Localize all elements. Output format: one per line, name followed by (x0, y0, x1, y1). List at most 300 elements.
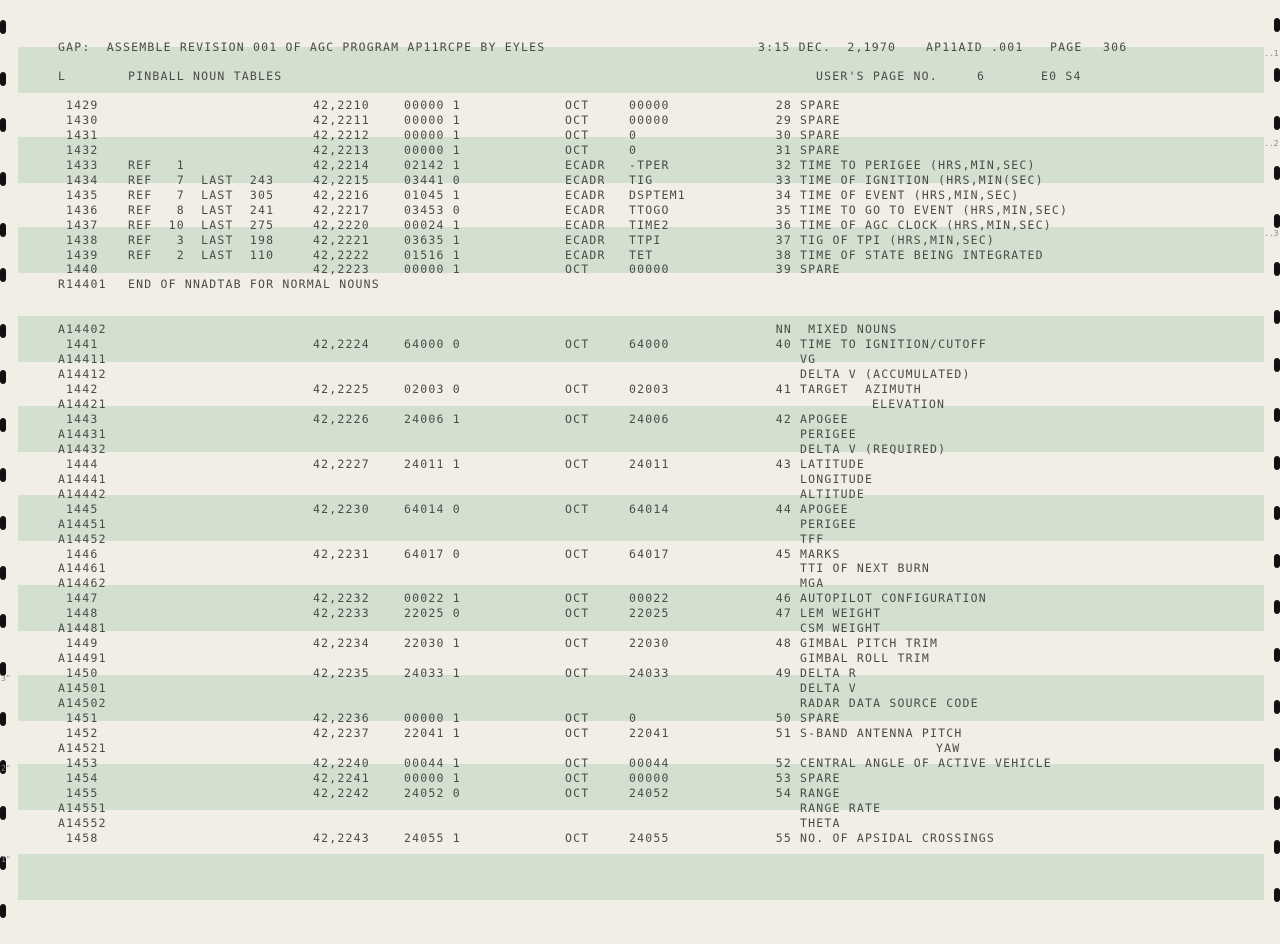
listing-line (0, 442, 1280, 457)
opcode: OCT (565, 142, 590, 157)
card-label: A14502 (58, 696, 107, 710)
address: 42,2210 (313, 98, 370, 112)
octal-word: 00000 1 (404, 710, 461, 725)
address: 42,2242 (313, 785, 370, 800)
description: DELTA V (ACCUMULATED) (800, 367, 971, 382)
octal-word: 03453 0 (404, 202, 461, 217)
opcode: OCT (565, 725, 590, 740)
listing-line (0, 397, 1280, 412)
opcode: OCT (565, 666, 590, 681)
feed-hole (0, 20, 6, 34)
margin-mark: ..1 (1264, 49, 1279, 58)
opcode: OCT (565, 755, 590, 770)
listing-line (0, 666, 1280, 681)
users-page-label: USER'S PAGE NO. (816, 69, 938, 83)
reference: REF 3 LAST 198 (128, 232, 275, 247)
octal-word: 01516 1 (404, 247, 461, 262)
noun-number: 38 (775, 247, 792, 262)
card-label: A14412 (58, 367, 107, 382)
description: MGA (800, 576, 825, 591)
listing-line (0, 427, 1280, 442)
description: SPARE (800, 112, 841, 127)
address: 42,2233 (313, 606, 370, 621)
opcode: OCT (565, 591, 590, 606)
octal-word: 01045 1 (404, 187, 461, 202)
description: APOGEE (800, 411, 849, 426)
description: MARKS (800, 546, 841, 561)
opcode: OCT (565, 337, 590, 352)
listing-line (0, 352, 1280, 367)
operand: 22041 (629, 725, 670, 740)
line-number: 1440 (66, 262, 99, 277)
card-label: A14441 (58, 471, 107, 486)
operand: 22025 (629, 606, 670, 621)
line-number: 1442 (66, 382, 99, 397)
line-number: 1435 (66, 187, 99, 202)
feed-hole (0, 72, 6, 86)
opcode: OCT (565, 112, 590, 127)
octal-word: 24052 0 (404, 785, 461, 800)
feed-hole (1274, 68, 1280, 82)
description: TIME TO GO TO EVENT (HRS,MIN,SEC) (800, 202, 1069, 217)
opcode: OCT (565, 830, 590, 845)
octal-word: 00000 1 (404, 262, 461, 277)
address: 42,2230 (313, 501, 370, 516)
noun-number: 36 (775, 217, 792, 232)
reference: REF 7 LAST 243 (128, 172, 275, 187)
operand: 0 (629, 710, 638, 725)
operand: TIME2 (629, 217, 670, 232)
listing-line (0, 606, 1280, 621)
description: PERIGEE (800, 516, 857, 531)
program-id: AP11AID .001 (926, 40, 1024, 54)
noun-number: 50 (775, 710, 792, 725)
octal-word: 00000 1 (404, 98, 461, 112)
card-label: A14501 (58, 681, 107, 696)
line-number: 1447 (66, 591, 99, 606)
description: TIME OF EVENT (HRS,MIN,SEC) (800, 187, 1020, 202)
description: TARGET AZIMUTH (800, 382, 922, 397)
line-number: 1450 (66, 666, 99, 681)
card-label: A14462 (58, 576, 107, 591)
operand: 64017 (629, 546, 670, 561)
line-number: 1441 (66, 337, 99, 352)
card-label: A14451 (58, 516, 107, 531)
opcode: OCT (565, 606, 590, 621)
margin-mark: 1" (1, 855, 11, 864)
operand: TTPI (629, 232, 662, 247)
address: 42,2236 (313, 710, 370, 725)
opcode: ECADR (565, 247, 606, 262)
noun-number: 53 (775, 770, 792, 785)
octal-word: 02003 0 (404, 382, 461, 397)
octal-word: 00022 1 (404, 591, 461, 606)
operand: 00044 (629, 755, 670, 770)
operand: 22030 (629, 636, 670, 651)
operand: 24033 (629, 666, 670, 681)
line-number: 1434 (66, 172, 99, 187)
address: 42,2235 (313, 666, 370, 681)
address: 42,2225 (313, 382, 370, 397)
noun-number: 37 (775, 232, 792, 247)
listing-line (0, 98, 1280, 113)
octal-word: 00044 1 (404, 755, 461, 770)
line-number: 1448 (66, 606, 99, 621)
opcode: ECADR (565, 187, 606, 202)
opcode: OCT (565, 98, 590, 112)
address: 42,2231 (313, 546, 370, 561)
address: 42,2241 (313, 770, 370, 785)
noun-number: 41 (775, 382, 792, 397)
listing-line (0, 532, 1280, 547)
octal-word: 03441 0 (404, 172, 461, 187)
margin-mark: ..2 (1264, 139, 1279, 148)
description: YAW (936, 740, 961, 755)
noun-number: 34 (775, 187, 792, 202)
octal-word: 00000 1 (404, 770, 461, 785)
listing-line (0, 741, 1280, 756)
assembly-timestamp: 3:15 DEC. 2,1970 (758, 40, 897, 54)
octal-word: 64000 0 (404, 337, 461, 352)
opcode: OCT (565, 770, 590, 785)
card-label: A14491 (58, 651, 107, 666)
reference: REF 7 LAST 305 (128, 187, 275, 202)
description: SPARE (800, 262, 841, 277)
listing-line (0, 576, 1280, 591)
noun-number: 54 (775, 785, 792, 800)
feed-hole (0, 904, 6, 918)
operand: 24055 (629, 830, 670, 845)
octal-word: 02142 1 (404, 157, 461, 172)
description: RANGE (800, 785, 841, 800)
line-number: 1455 (66, 785, 99, 800)
description: THETA (800, 815, 841, 830)
operand: TET (629, 247, 654, 262)
card-label: R14401 (58, 277, 107, 292)
noun-number: 47 (775, 606, 792, 621)
card-label: A14431 (58, 426, 107, 441)
address: 42,2214 (313, 157, 370, 172)
listing-line (0, 457, 1280, 472)
opcode: OCT (565, 262, 590, 277)
address: 42,2243 (313, 830, 370, 845)
listing-line (0, 547, 1280, 562)
card-label: A14402 (58, 322, 107, 337)
feed-hole (1274, 18, 1280, 32)
line-number: 1431 (66, 127, 99, 142)
description: ELEVATION (872, 397, 946, 411)
description: TIME OF STATE BEING INTEGRATED (800, 247, 1044, 262)
line-number: 1446 (66, 546, 99, 561)
description: SPARE (800, 127, 841, 142)
octal-word: 24055 1 (404, 830, 461, 845)
opcode: ECADR (565, 172, 606, 187)
listing-line (0, 636, 1280, 651)
line-number: 1439 (66, 247, 99, 262)
octal-word: 03635 1 (404, 232, 461, 247)
listing-line (0, 113, 1280, 128)
address: 42,2234 (313, 636, 370, 651)
card-label: A14461 (58, 561, 107, 576)
line-number: 1433 (66, 157, 99, 172)
description: DELTA V (800, 681, 857, 696)
opcode: OCT (565, 636, 590, 651)
noun-number: 30 (775, 127, 792, 142)
noun-number: 51 (775, 725, 792, 740)
opcode: OCT (565, 456, 590, 471)
noun-number: 43 (775, 456, 792, 471)
octal-word: 00000 1 (404, 142, 461, 157)
card-label: A14421 (58, 397, 107, 411)
line-number: 1437 (66, 217, 99, 232)
listing-line (0, 771, 1280, 786)
description: SPARE (800, 710, 841, 725)
noun-number: 31 (775, 142, 792, 157)
address: 42,2237 (313, 725, 370, 740)
listing-line (0, 591, 1280, 606)
description: SPARE (800, 98, 841, 112)
description: TIME TO PERIGEE (HRS,MIN,SEC) (800, 157, 1036, 172)
noun-number: 44 (775, 501, 792, 516)
description: GIMBAL PITCH TRIM (800, 636, 939, 651)
line-number: 1449 (66, 636, 99, 651)
column-l-label: L (58, 69, 67, 83)
listing-line (0, 337, 1280, 352)
opcode: OCT (565, 710, 590, 725)
opcode: OCT (565, 501, 590, 516)
listing-line (0, 128, 1280, 143)
octal-word: 64014 0 (404, 501, 461, 516)
octal-word: 00000 1 (404, 112, 461, 127)
operand: 64000 (629, 337, 670, 352)
card-label: A14411 (58, 352, 107, 367)
opcode: ECADR (565, 217, 606, 232)
page-label: PAGE (1050, 40, 1083, 54)
description: SPARE (800, 770, 841, 785)
reference: END OF NNADTAB FOR NORMAL NOUNS (128, 277, 380, 292)
noun-number: 48 (775, 636, 792, 651)
noun-number: 42 (775, 411, 792, 426)
feed-hole (1274, 888, 1280, 902)
card-label: A14432 (58, 441, 107, 456)
octal-word: 22030 1 (404, 636, 461, 651)
listing-line (0, 696, 1280, 711)
description: RADAR DATA SOURCE CODE (800, 696, 979, 710)
operand: 0 (629, 142, 638, 157)
listing-line (0, 711, 1280, 726)
listing-line (0, 786, 1280, 801)
listing-line (0, 262, 1280, 277)
noun-number: 52 (775, 755, 792, 770)
operand: 24011 (629, 456, 670, 471)
section-title: PINBALL NOUN TABLES (128, 69, 283, 83)
line-number: 1436 (66, 202, 99, 217)
address: 42,2224 (313, 337, 370, 352)
card-label: A14521 (58, 740, 107, 755)
description: MIXED NOUNS (800, 322, 898, 337)
listing-line (0, 173, 1280, 188)
address: 42,2240 (313, 755, 370, 770)
line-number: 1445 (66, 501, 99, 516)
description: S-BAND ANTENNA PITCH (800, 725, 963, 740)
operand: 02003 (629, 382, 670, 397)
card-label: A14552 (58, 815, 107, 830)
description: VG (800, 352, 817, 367)
listing-line (0, 382, 1280, 397)
operand: 24006 (629, 411, 670, 426)
opcode: OCT (565, 546, 590, 561)
noun-number: 45 (775, 546, 792, 561)
listing-line (0, 322, 1280, 337)
listing-line (0, 188, 1280, 203)
line-number: 1451 (66, 710, 99, 725)
opcode: ECADR (565, 157, 606, 172)
noun-number: 49 (775, 666, 792, 681)
opcode: ECADR (565, 232, 606, 247)
description: TIME OF AGC CLOCK (HRS,MIN,SEC) (800, 217, 1052, 232)
reference: REF 10 LAST 275 (128, 217, 275, 232)
address: 42,2213 (313, 142, 370, 157)
line-number: 1429 (66, 98, 99, 112)
listing-line (0, 726, 1280, 741)
address: 42,2232 (313, 591, 370, 606)
address: 42,2223 (313, 262, 370, 277)
address: 42,2212 (313, 127, 370, 142)
octal-word: 00000 1 (404, 127, 461, 142)
card-label: A14442 (58, 486, 107, 501)
address: 42,2222 (313, 247, 370, 262)
description: SPARE (800, 142, 841, 157)
operand: -TPER (629, 157, 670, 172)
noun-number: 39 (775, 262, 792, 277)
octal-word: 00024 1 (404, 217, 461, 232)
listing-line (0, 487, 1280, 502)
listing-line (0, 412, 1280, 427)
noun-number: 35 (775, 202, 792, 217)
noun-number: 40 (775, 337, 792, 352)
margin-mark: 3" (1, 674, 11, 683)
operand: 00022 (629, 591, 670, 606)
description: AUTOPILOT CONFIGURATION (800, 591, 987, 606)
listing-line (0, 233, 1280, 248)
listing-line (0, 292, 1280, 307)
listing-line (0, 218, 1280, 233)
description: TFF (800, 531, 825, 546)
address: 42,2217 (313, 202, 370, 217)
opcode: OCT (565, 127, 590, 142)
users-page-number: 6 (977, 69, 986, 83)
octal-word: 24006 1 (404, 411, 461, 426)
operand: 64014 (629, 501, 670, 516)
line-number: 1432 (66, 142, 99, 157)
card-label: A14452 (58, 531, 107, 546)
noun-number: 32 (775, 157, 792, 172)
operand: 00000 (629, 98, 670, 112)
description: RANGE RATE (800, 800, 882, 815)
operand: 00000 (629, 770, 670, 785)
address: 42,2220 (313, 217, 370, 232)
listing-line (0, 756, 1280, 771)
listing-line (0, 248, 1280, 263)
description: CENTRAL ANGLE OF ACTIVE VEHICLE (800, 755, 1052, 770)
noun-number: 29 (775, 112, 792, 127)
reference: REF 2 LAST 110 (128, 247, 275, 262)
greenbar-band (18, 854, 1264, 900)
listing-line (0, 307, 1280, 322)
listing-line (0, 203, 1280, 218)
line-number: 1458 (66, 830, 99, 845)
octal-word: 64017 0 (404, 546, 461, 561)
operand: 00000 (629, 112, 670, 127)
line-number: 1438 (66, 232, 99, 247)
operand: 0 (629, 127, 638, 142)
description: LONGITUDE (800, 471, 874, 486)
line-number: 1452 (66, 725, 99, 740)
address: 42,2215 (313, 172, 370, 187)
listing-line (0, 367, 1280, 382)
description: TIME TO IGNITION/CUTOFF (800, 337, 987, 352)
listing-line (0, 651, 1280, 666)
address: 42,2211 (313, 112, 370, 127)
description: LEM WEIGHT (800, 606, 882, 621)
line-number: 1444 (66, 456, 99, 471)
description: ALTITUDE (800, 486, 865, 501)
listing-line (0, 816, 1280, 831)
address: 42,2221 (313, 232, 370, 247)
opcode: ECADR (565, 202, 606, 217)
line-number: 1443 (66, 411, 99, 426)
description: DELTA R (800, 666, 857, 681)
noun-number: 55 (775, 830, 792, 845)
description: APOGEE (800, 501, 849, 516)
listing-line (0, 517, 1280, 532)
listing-line (0, 158, 1280, 173)
listing-line (0, 831, 1280, 846)
listing-line (0, 472, 1280, 487)
octal-word: 24033 1 (404, 666, 461, 681)
description: NO. OF APSIDAL CROSSINGS (800, 830, 995, 845)
line-number: 1453 (66, 755, 99, 770)
operand: TTOGO (629, 202, 670, 217)
address: 42,2226 (313, 411, 370, 426)
listing-line (0, 621, 1280, 636)
listing-line (0, 681, 1280, 696)
page-number: 306 (1103, 40, 1128, 54)
address: 42,2216 (313, 187, 370, 202)
listing-line (0, 143, 1280, 158)
octal-word: 24011 1 (404, 456, 461, 471)
operand: 24052 (629, 785, 670, 800)
section-code: E0 S4 (1041, 69, 1082, 83)
listing-line (0, 502, 1280, 517)
noun-number: 33 (775, 172, 792, 187)
assembly-title: GAP: ASSEMBLE REVISION 001 OF AGC PROGRAM AP11RCPE BY EYLES (58, 40, 546, 54)
listing-line (0, 277, 1280, 292)
card-label: A14481 (58, 621, 107, 636)
reference: REF 1 (128, 157, 185, 172)
octal-word: 22025 0 (404, 606, 461, 621)
description: GIMBAL ROLL TRIM (800, 651, 930, 666)
operand: DSPTEM1 (629, 187, 686, 202)
listing-line (0, 801, 1280, 816)
description: TIME OF IGNITION (HRS,MIN(SEC) (800, 172, 1044, 187)
description: TIG OF TPI (HRS,MIN,SEC) (800, 232, 995, 247)
noun-number: 28 (775, 98, 792, 112)
opcode: OCT (565, 382, 590, 397)
address: 42,2227 (313, 456, 370, 471)
opcode: OCT (565, 411, 590, 426)
description: CSM WEIGHT (800, 621, 882, 636)
